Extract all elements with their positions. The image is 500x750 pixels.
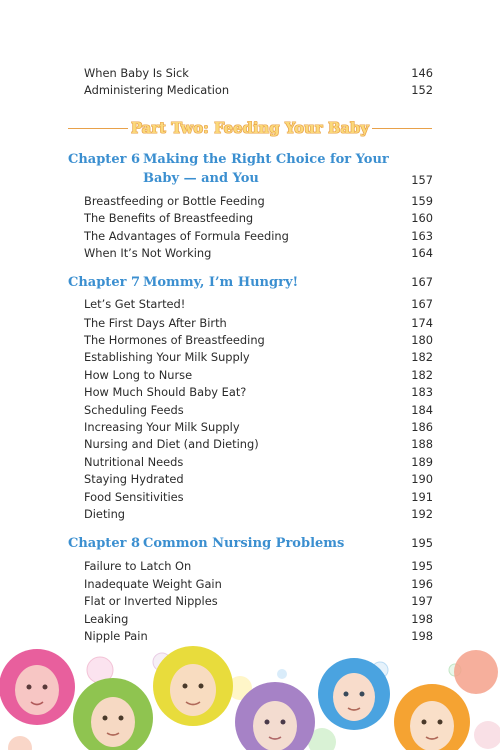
part-rule-left: [68, 128, 128, 129]
entry-title: The Hormones of Breastfeeding: [84, 333, 265, 347]
entry-title: Increasing Your Milk Supply: [84, 420, 240, 434]
baby-face-blue-icon: [318, 658, 390, 730]
entry-page: 160: [411, 211, 433, 225]
bubble-decor: [454, 650, 498, 694]
entry-page: 152: [411, 83, 433, 97]
entry-page: 192: [411, 507, 433, 521]
chapter-number: Chapter 8: [68, 536, 141, 551]
entry-title: Breastfeeding or Bottle Feeding: [84, 194, 265, 208]
toc-entry[interactable]: [84, 333, 433, 348]
entry-page: 184: [411, 403, 433, 417]
entry-page: 197: [411, 594, 433, 608]
chapter-number: Chapter 7: [68, 275, 141, 290]
chapter-8-heading[interactable]: [68, 534, 433, 554]
toc-entry[interactable]: [84, 368, 433, 383]
toc-entry[interactable]: [84, 577, 433, 592]
entry-title: Failure to Latch On: [84, 559, 192, 573]
entry-title: Nipple Pain: [84, 629, 148, 643]
toc-entry[interactable]: [84, 507, 433, 522]
part-title: Part Two: Feeding Your Baby: [128, 120, 372, 137]
entry-title: Dieting: [84, 507, 126, 521]
chapter-title: Making the Right Choice for Your Baby — and You: [143, 152, 389, 186]
toc-entry[interactable]: [84, 437, 433, 452]
toc-entry[interactable]: [84, 455, 433, 470]
entry-page: 180: [411, 333, 433, 347]
entry-page: 146: [411, 66, 433, 80]
toc-entry[interactable]: [84, 246, 433, 261]
chapter-page: 167: [411, 275, 433, 289]
entry-title: The Advantages of Formula Feeding: [84, 229, 289, 243]
chapter-page: 195: [411, 536, 433, 550]
chapter-page: 157: [411, 173, 433, 187]
entry-title: Let’s Get Started!: [84, 297, 186, 311]
entry-title: Inadequate Weight Gain: [84, 577, 222, 591]
entry-title: Leaking: [84, 612, 129, 626]
entry-page: 190: [411, 472, 433, 486]
baby-bubbles-illustration: [0, 630, 500, 750]
baby-face-yellow-icon: [153, 646, 233, 726]
chapter-6-heading[interactable]: [68, 150, 433, 190]
entry-page: 186: [411, 420, 433, 434]
entry-page: 196: [411, 577, 433, 591]
baby-face-orange-icon: [394, 684, 470, 750]
entry-page: 198: [411, 629, 433, 643]
chapter-number: Chapter 6: [68, 152, 141, 167]
toc-entry[interactable]: [84, 472, 433, 487]
toc-entry[interactable]: [84, 83, 433, 98]
toc-entry[interactable]: [84, 229, 433, 244]
entry-page: 159: [411, 194, 433, 208]
entry-page: 183: [411, 385, 433, 399]
chapter-title: Common Nursing Problems: [143, 536, 345, 551]
part-heading: [68, 118, 432, 138]
entry-page: 188: [411, 437, 433, 451]
chapter-7-heading[interactable]: [68, 273, 433, 293]
toc-entry[interactable]: [84, 490, 433, 505]
bubble-decor: [277, 669, 287, 679]
toc-entry[interactable]: [84, 420, 433, 435]
entry-title: How Long to Nurse: [84, 368, 193, 382]
entry-title: Staying Hydrated: [84, 472, 184, 486]
entry-title: When It’s Not Working: [84, 246, 212, 260]
entry-title: Establishing Your Milk Supply: [84, 350, 250, 364]
entry-title: Scheduling Feeds: [84, 403, 184, 417]
toc-entry[interactable]: [84, 385, 433, 400]
toc-entry[interactable]: [84, 594, 433, 609]
entry-page: 198: [411, 612, 433, 626]
toc-entry[interactable]: [84, 66, 433, 81]
entry-title: Flat or Inverted Nipples: [84, 594, 218, 608]
entry-page: 163: [411, 229, 433, 243]
toc-entry[interactable]: [84, 559, 433, 574]
toc-entry[interactable]: [84, 612, 433, 627]
entry-title: Nursing and Diet (and Dieting): [84, 437, 259, 451]
entry-page: 182: [411, 350, 433, 364]
chapter-title: Mommy, I’m Hungry!: [143, 275, 299, 290]
bubble-decor: [474, 721, 500, 749]
toc-entry[interactable]: [84, 194, 433, 209]
entry-page: 174: [411, 316, 433, 330]
entry-title: The Benefits of Breastfeeding: [84, 211, 254, 225]
entry-page: 189: [411, 455, 433, 469]
entry-title: Nutritional Needs: [84, 455, 184, 469]
entry-title: How Much Should Baby Eat?: [84, 385, 247, 399]
entry-title: The First Days After Birth: [84, 316, 227, 330]
toc-entry[interactable]: [84, 350, 433, 365]
entry-page: 167: [411, 297, 433, 311]
entry-title: Food Sensitivities: [84, 490, 184, 504]
entry-title: When Baby Is Sick: [84, 66, 189, 80]
entry-page: 195: [411, 559, 433, 573]
entry-page: 164: [411, 246, 433, 260]
toc-entry[interactable]: [84, 403, 433, 418]
toc-entry[interactable]: [84, 297, 433, 312]
baby-face-pink-icon: [0, 649, 75, 725]
bubble-decor: [8, 736, 32, 750]
toc-entry[interactable]: [84, 316, 433, 331]
part-rule-right: [372, 128, 432, 129]
toc-entry[interactable]: [84, 211, 433, 226]
entry-title: Administering Medication: [84, 83, 230, 97]
entry-page: 182: [411, 368, 433, 382]
entry-page: 191: [411, 490, 433, 504]
baby-face-green-icon: [73, 678, 153, 750]
